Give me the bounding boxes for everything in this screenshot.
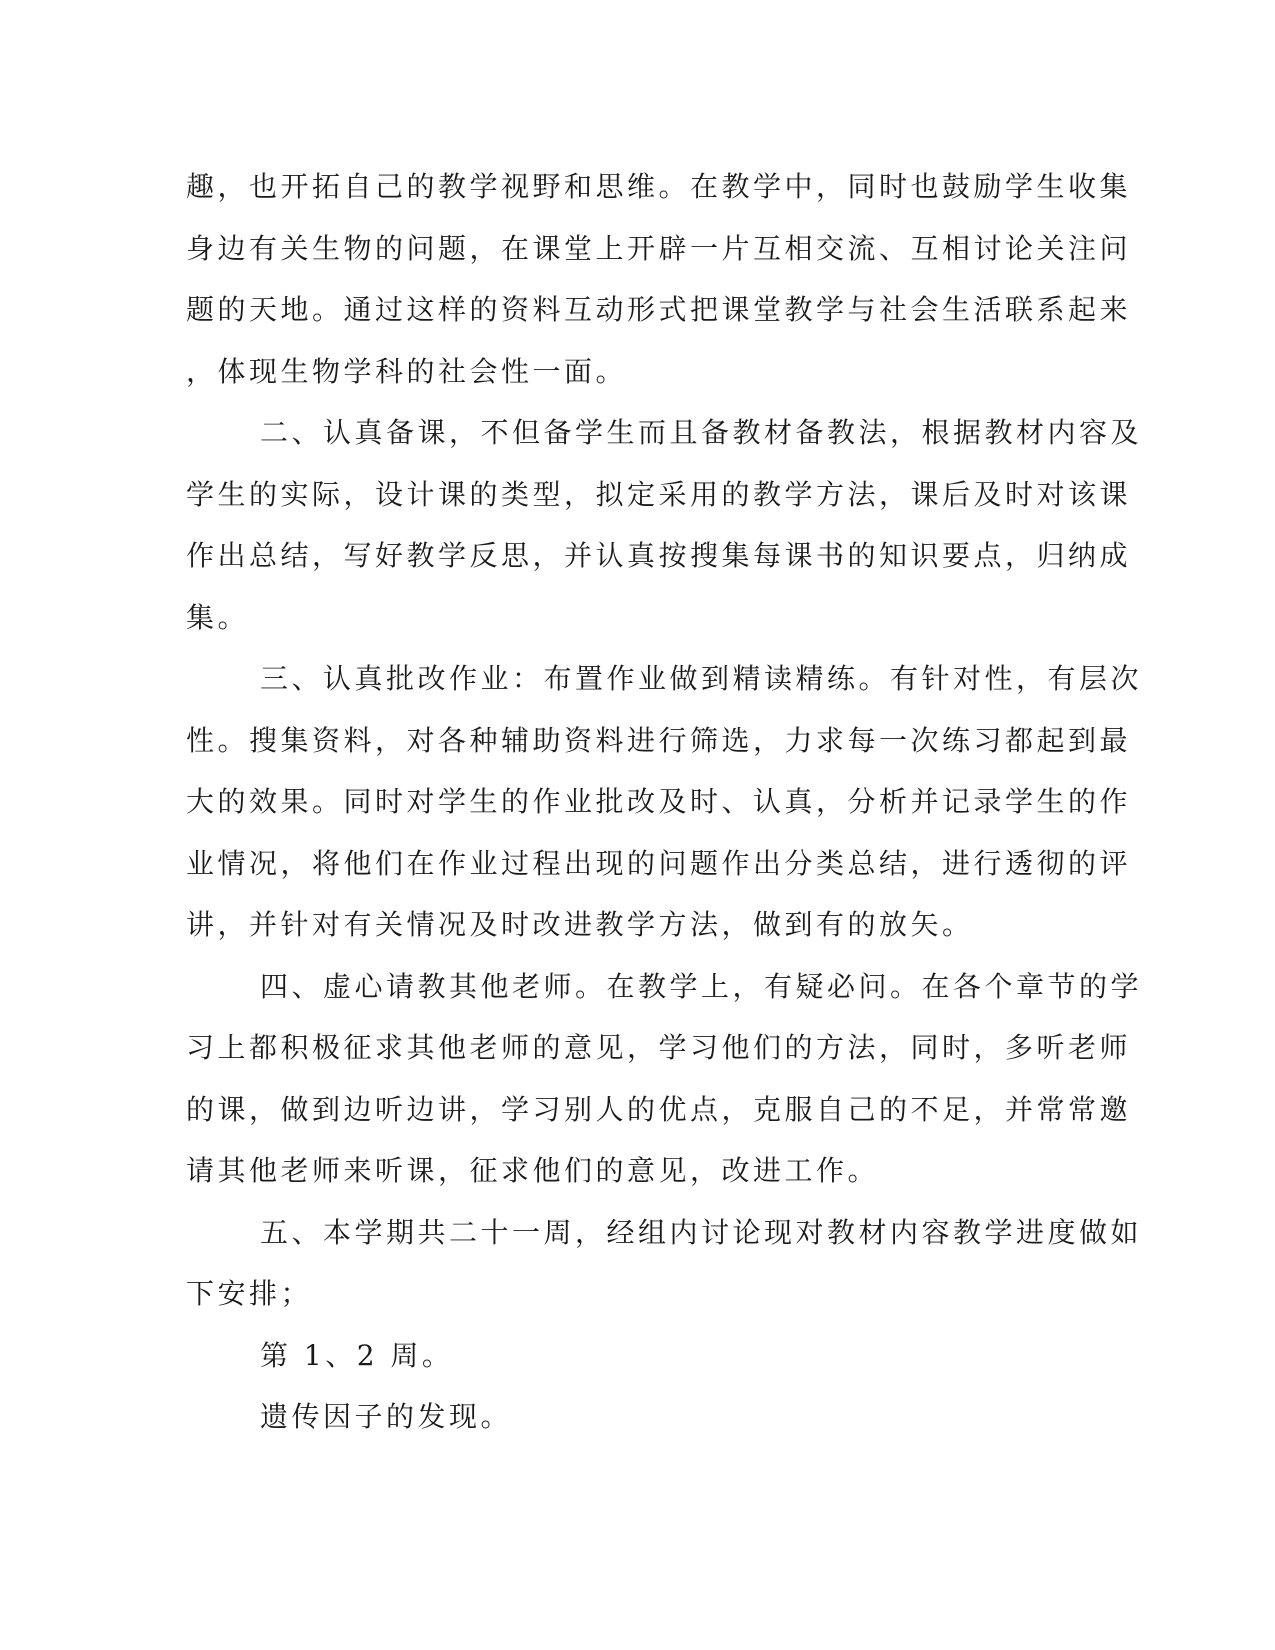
body-text [186,156,1143,1448]
paragraph-start-line: 三、认真批改作业：布置作业做到精读精练。有针对性，有层次 [260,662,1143,695]
text-line: 题的天地。通过这样的资料互动形式把课堂教学与社会生活联系起来 [186,293,1132,326]
text-line: 性。搜集资料，对各种辅助资料进行筛选，力求每一次练习都起到最 [186,723,1132,757]
paragraph-start-line: 五、本学期共二十一周，经组内讨论现对教材内容教学进度做如 [260,1215,1143,1249]
week-heading: 第 1、2 周。 [260,1338,454,1372]
text-line: 身边有关生物的问题，在课堂上开辟一片互相交流、互相讨论关注问 [186,231,1132,265]
text-line: 请其他老师来听课，征求他们的意见，改进工作。 [186,1154,880,1187]
paragraph-start-line: 二、认真备课，不但备学生而且备教材备教法，根据教材内容及 [260,416,1143,449]
text-line: 集。 [186,600,250,634]
text-line: 学生的实际，设计课的类型，拟定采用的教学方法，课后及时对该课 [186,477,1132,511]
paragraph-start-line: 四、虚心请教其他老师。在教学上，有疑必问。在各个章节的学 [260,969,1143,1003]
text-line: 业情况，将他们在作业过程出现的问题作出分类总结，进行透彻的评 [186,846,1132,880]
text-line: 讲，并针对有关情况及时改进教学方法，做到有的放矢。 [186,908,974,941]
text-line: 下安排； [186,1277,313,1310]
text-line: 的课，做到边听边讲，学习别人的优点，克服自己的不足，并常常邀 [186,1092,1132,1126]
text-line: 作出总结，写好教学反思，并认真按搜集每课书的知识要点，归纳成 [186,539,1132,572]
text-line: ，体现生物学科的社会性一面。 [186,354,628,388]
topic-line: 遗传因子的发现。 [260,1400,513,1433]
text-line: 大的效果。同时对学生的作业批改及时、认真，分析并记录学生的作 [186,785,1132,818]
text-line: 习上都积极征求其他老师的意见，学习他们的方法，同时，多听老师 [186,1031,1132,1064]
text-line: 趣，也开拓自己的教学视野和思维。在教学中，同时也鼓励学生收集 [186,170,1132,203]
